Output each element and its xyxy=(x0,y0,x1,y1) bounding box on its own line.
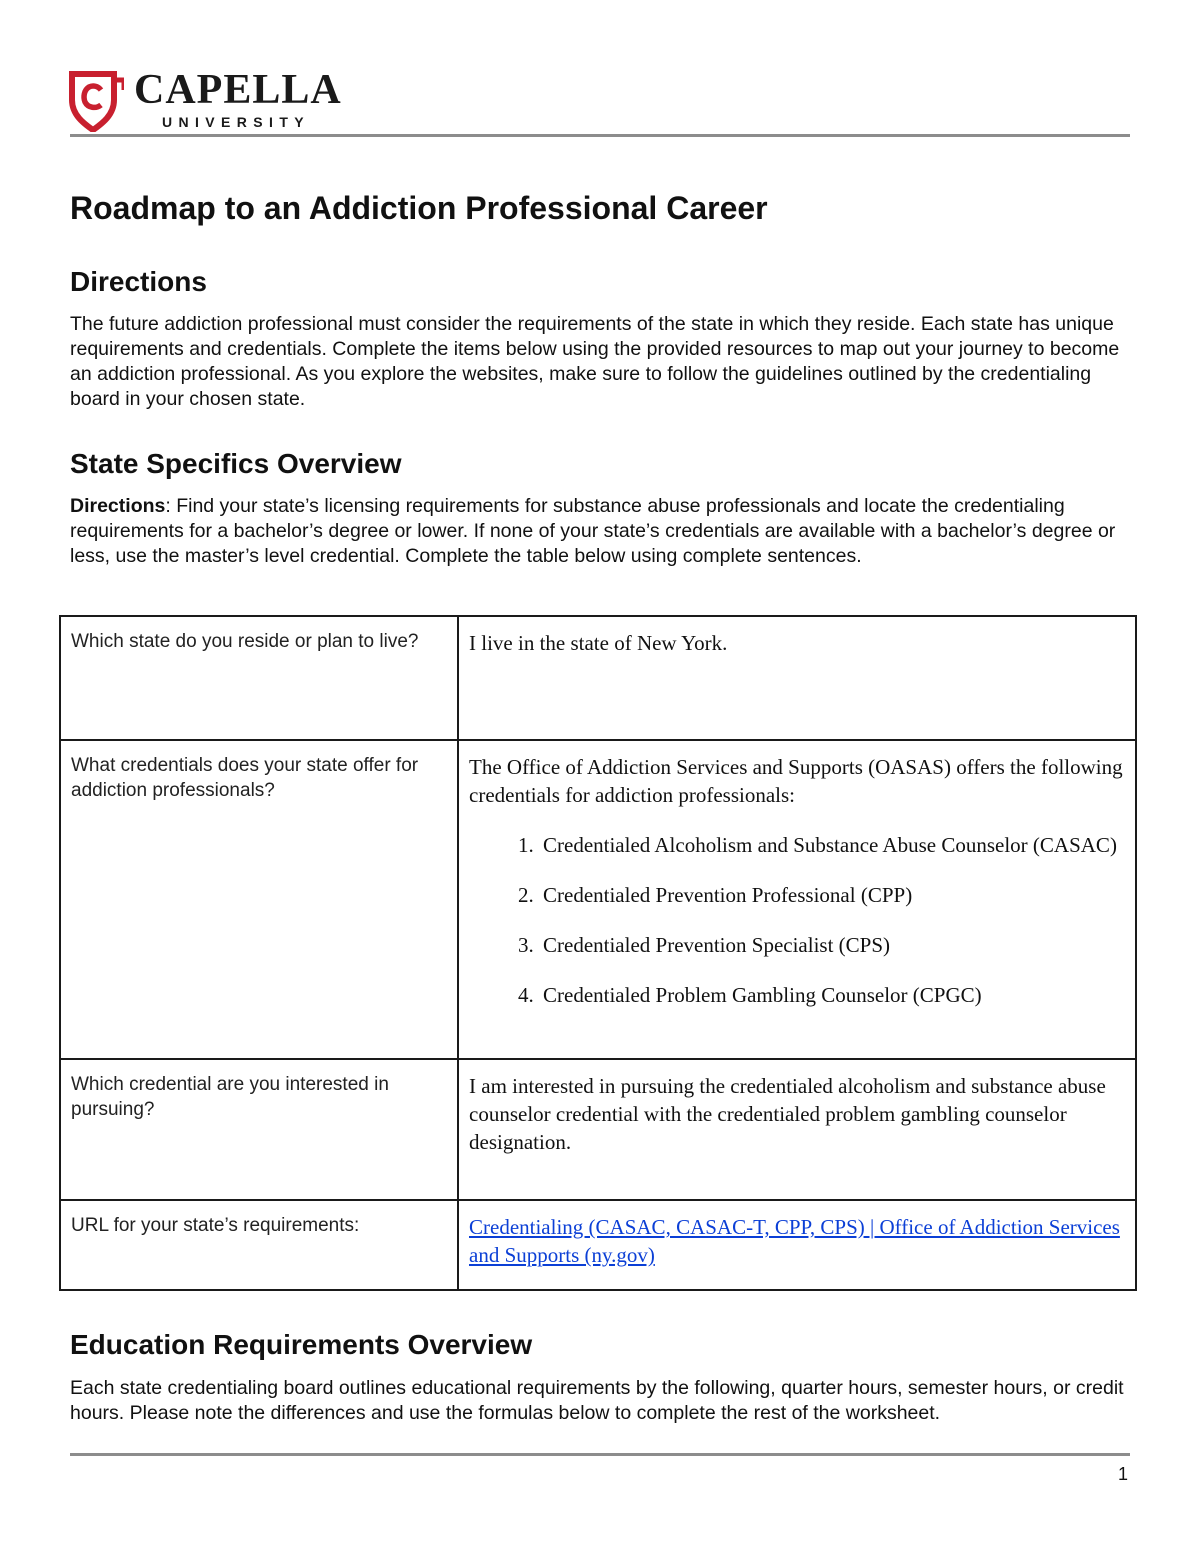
answer-cell xyxy=(458,1059,1136,1200)
list-item: 2. Credentialed Prevention Professional (CPP) xyxy=(539,881,1125,909)
logo-name: CAPELLA xyxy=(134,67,342,113)
state-specifics-heading: State Specifics Overview xyxy=(70,448,402,479)
table-row xyxy=(60,1059,1136,1200)
question-cell: Which credential are you interested in pursuing? xyxy=(60,1059,458,1200)
page-title: Roadmap to an Addiction Professional Career xyxy=(70,190,768,226)
list-item: 3. Credentialed Prevention Specialist (CPS) xyxy=(539,931,1125,959)
directions-text: The future addiction professional must consider the requirements of the state in which they reside. Each state has unique requirements and credentials. Complete the items below using the provided resources to map out your journey to become an addiction professional. As you explore the websites, make sure to follow the guidelines outlined by the credentialing board in your chosen state. xyxy=(70,313,1120,410)
state-specifics-directions xyxy=(70,494,1140,569)
table-row xyxy=(60,1200,1136,1290)
table-row xyxy=(60,616,1136,740)
state-requirements-link[interactable]: Credentialing (CASAC, CASAC-T, CPP, CPS) | Office of Addiction Services and Supports (ny.gov) xyxy=(469,1215,1120,1267)
page-number: 1 xyxy=(1117,1464,1128,1484)
directions-label: Directions xyxy=(70,495,166,517)
answer-cell xyxy=(458,1200,1136,1290)
header-divider xyxy=(70,134,1130,137)
question-cell: What credentials does your state offer for addiction professionals? xyxy=(60,740,458,1059)
credentials-list xyxy=(469,831,1125,1009)
logo-subtitle: UNIVERSITY xyxy=(162,114,311,130)
directions-heading: Directions xyxy=(70,266,207,297)
answer-text: The Office of Addiction Services and Supports (OASAS) offers the following credentials for addiction professionals: xyxy=(469,755,1123,807)
directions-instructions: : Find your state’s licensing requirements for substance abuse professionals and locate the credentialing requirements for a bachelor’s degree or lower. If none of your state’s credentials are available with a bachelor’s degree or less, use the master’s level credential. Complete the table below using complete sentences. xyxy=(70,495,1116,567)
capella-logo xyxy=(68,67,342,132)
table-row xyxy=(60,740,1136,1059)
answer-cell xyxy=(458,616,1136,740)
question-cell: Which state do you reside or plan to live? xyxy=(60,616,458,740)
answer-text: I am interested in pursuing the credentialed alcoholism and substance abuse counselor credential with the credentialed problem gambling counselor designation. xyxy=(469,1074,1106,1154)
state-specifics-table xyxy=(59,615,1137,1291)
education-text: Each state credentialing board outlines educational requirements by the following, quarter hours, semester hours, or credit hours. Please note the differences and use the formulas below to complete the rest of the worksheet. xyxy=(70,1377,1124,1424)
footer-divider xyxy=(70,1453,1130,1456)
education-heading: Education Requirements Overview xyxy=(70,1329,533,1360)
list-item: 1. Credentialed Alcoholism and Substance Abuse Counselor (CASAC) xyxy=(539,831,1125,859)
list-item: 4. Credentialed Problem Gambling Counselor (CPGC) xyxy=(539,981,1125,1009)
shield-icon xyxy=(68,70,124,132)
question-cell: URL for your state’s requirements: xyxy=(60,1200,458,1290)
answer-cell xyxy=(458,740,1136,1059)
answer-text: I live in the state of New York. xyxy=(469,631,728,655)
